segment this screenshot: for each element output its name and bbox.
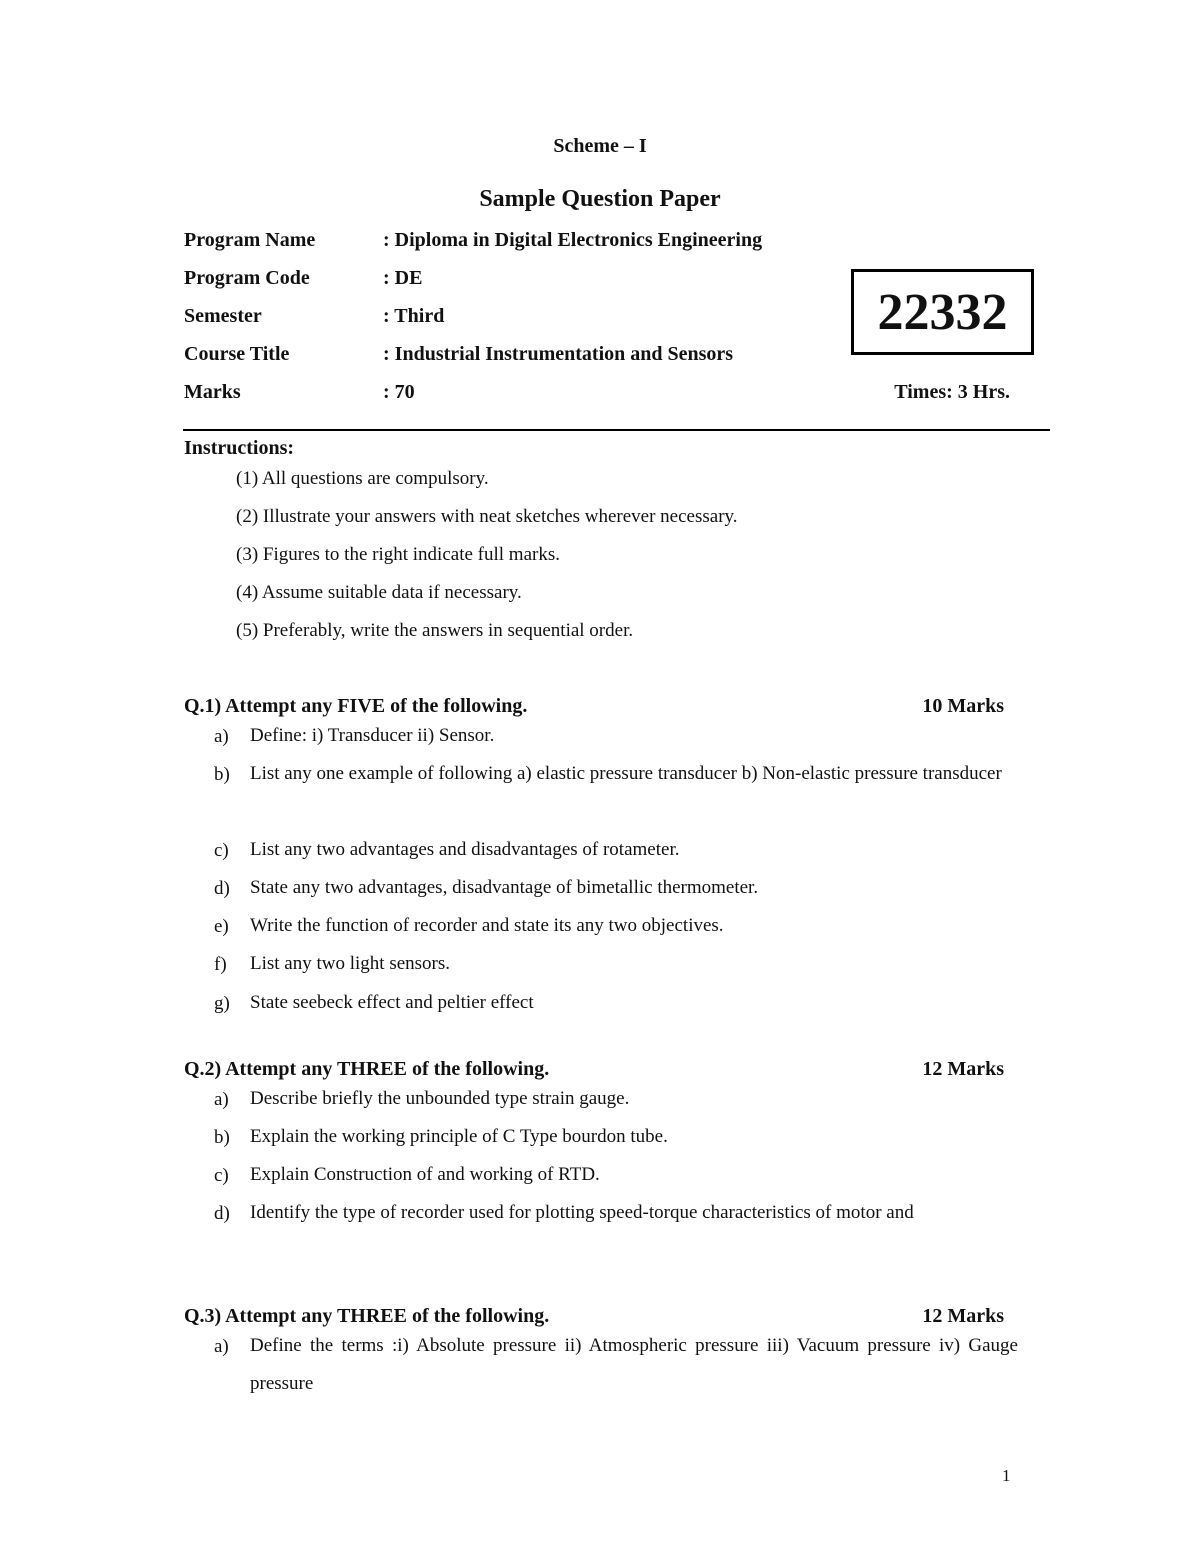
instruction-item: (4) Assume suitable data if necessary. [236,582,522,603]
item-label: a) [214,1336,229,1357]
question-heading: Q.1) Attempt any FIVE of the following. [184,695,528,717]
meta-label: Course Title [184,343,290,365]
item-text: Explain the working principle of C Type bourdon tube. [250,1126,668,1147]
item-label: c) [214,840,229,861]
item-label: b) [214,764,230,785]
meta-value: : Diploma in Digital Electronics Engineering [383,229,763,251]
item-text: State seebeck effect and peltier effect [250,992,534,1013]
item-label: c) [214,1165,229,1186]
instruction-item: (1) All questions are compulsory. [236,468,489,489]
header-divider [183,429,1050,431]
course-code-box: 22332 [851,269,1034,355]
item-label: b) [214,1127,230,1148]
item-text: Write the function of recorder and state its any two objectives. [250,915,724,936]
meta-value: : Third [383,305,445,327]
meta-value: : Industrial Instrumentation and Sensors [383,343,734,365]
page-number: 1 [1002,1466,1011,1485]
question-heading: Q.2) Attempt any THREE of the following. [184,1058,550,1080]
question-marks: 12 Marks [922,1305,1004,1327]
instruction-item: (5) Preferably, write the answers in sequential order. [236,620,634,641]
question-marks: 12 Marks [922,1058,1004,1080]
meta-label: Semester [184,305,262,327]
meta-label: Program Name [184,229,316,251]
item-label: g) [214,993,230,1014]
item-text: Define the terms :i) Absolute pressure ii) Atmospheric pressure iii) Vacuum pressure iv) Gauge pressure [250,1335,1018,1394]
meta-label: Marks [184,381,241,403]
item-label: f) [214,954,227,975]
item-label: d) [214,878,230,899]
meta-value: : DE [383,267,423,289]
item-label: a) [214,726,229,747]
item-text: Define: i) Transducer ii) Sensor. [250,725,495,746]
instruction-item: (3) Figures to the right indicate full marks. [236,544,560,565]
question-heading: Q.3) Attempt any THREE of the following. [184,1305,550,1327]
scheme-label: Scheme – I [553,135,647,157]
item-text: Identify the type of recorder used for plotting speed-torque characteristics of motor and [250,1202,914,1223]
instructions-heading: Instructions: [184,437,295,459]
item-text: Describe briefly the unbounded type strain gauge. [250,1088,630,1109]
paper-title: Sample Question Paper [479,186,721,212]
item-label: e) [214,916,229,937]
instruction-item: (2) Illustrate your answers with neat sketches wherever necessary. [236,506,738,527]
meta-value: : 70 [383,381,415,403]
item-text: List any two advantages and disadvantages of rotameter. [250,839,680,860]
item-label: d) [214,1203,230,1224]
meta-label: Program Code [184,267,310,289]
item-text: Explain Construction of and working of RTD. [250,1164,600,1185]
question-marks: 10 Marks [922,695,1004,717]
item-text: State any two advantages, disadvantage of bimetallic thermometer. [250,877,759,898]
exam-duration: Times: 3 Hrs. [894,381,1010,403]
item-label: a) [214,1089,229,1110]
item-text: List any one example of following a) elastic pressure transducer b) Non-elastic pressure transducer [250,763,1002,784]
item-text: List any two light sensors. [250,953,451,974]
